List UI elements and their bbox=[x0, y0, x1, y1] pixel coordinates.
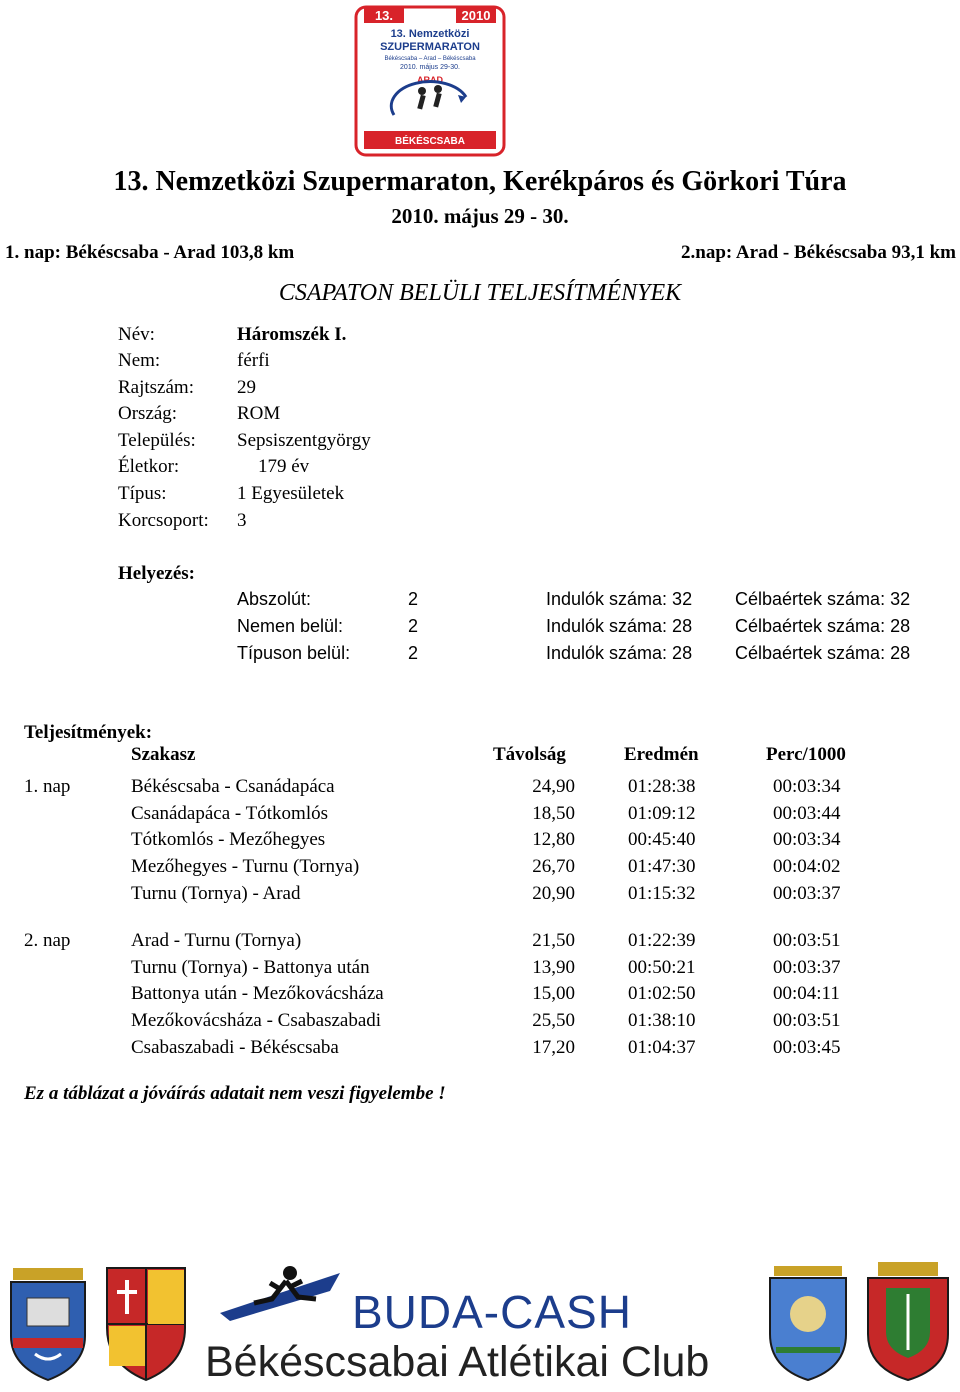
pace-cell: 00:04:11 bbox=[773, 983, 840, 1004]
segment-cell: Turnu (Tornya) - Battonya után bbox=[131, 957, 370, 978]
placement-finishers: Célbaértek száma: 28 bbox=[735, 616, 911, 636]
distance-cell: 21,50 bbox=[532, 930, 575, 951]
placement-rank: 2 bbox=[408, 616, 419, 636]
result-cell: 00:50:21 bbox=[628, 957, 696, 978]
county-crest-icon bbox=[103, 1262, 189, 1384]
placement-finishers: Célbaértek száma: 28 bbox=[735, 643, 911, 663]
distance-cell: 13,90 bbox=[532, 957, 575, 978]
placement-label: Abszolút: bbox=[237, 589, 312, 609]
segment-cell: Mezőkovácsháza - Csabaszabadi bbox=[131, 1010, 382, 1031]
segment-cell: Turnu (Tornya) - Arad bbox=[131, 883, 301, 904]
logo-year: 2010 bbox=[461, 8, 491, 23]
pace-cell: 00:04:02 bbox=[773, 856, 841, 877]
distance-cell: 26,70 bbox=[532, 856, 575, 877]
result-cell: 01:47:30 bbox=[628, 856, 696, 877]
pace-cell: 00:03:51 bbox=[773, 1010, 841, 1031]
pace-cell: 00:03:37 bbox=[773, 883, 841, 904]
page-title: 13. Nemzetközi Szupermaraton, Kerékpáros és Görkori Túra bbox=[113, 166, 847, 197]
result-cell: 01:28:38 bbox=[628, 776, 696, 797]
age-value: 179 év bbox=[258, 456, 310, 477]
placement-label: Típuson belül: bbox=[237, 643, 351, 663]
segment-cell: Csanádapáca - Tótkomlós bbox=[131, 803, 328, 824]
segment-cell: Tótkomlós - Mezőhegyes bbox=[131, 829, 326, 850]
result-cell: 01:09:12 bbox=[628, 803, 696, 824]
country-value: ROM bbox=[237, 403, 281, 424]
event-date: 2010. május 29 - 30. bbox=[391, 204, 569, 228]
segment-cell: Battonya után - Mezőkovácsháza bbox=[131, 983, 384, 1004]
day-cell: 1. nap bbox=[24, 776, 71, 797]
section-title: CSAPATON BELÜLI TELJESÍTMÉNYEK bbox=[278, 280, 682, 306]
placement-starters: Indulók száma: 28 bbox=[546, 643, 693, 663]
name-value: Háromszék I. bbox=[237, 324, 347, 345]
agegroup-value: 3 bbox=[237, 510, 247, 531]
segment-cell: Békéscsaba - Csanádapáca bbox=[131, 776, 335, 797]
pace-cell: 00:03:34 bbox=[773, 776, 841, 797]
event-logo bbox=[354, 5, 506, 157]
pace-cell: 00:03:34 bbox=[773, 829, 841, 850]
result-cell: 00:45:40 bbox=[628, 829, 696, 850]
placement-starters: Indulók száma: 28 bbox=[546, 616, 693, 636]
pace-cell: 00:03:37 bbox=[773, 957, 841, 978]
day2-route: 2.nap: Arad - Békéscsaba 93,1 km bbox=[681, 242, 956, 263]
town-label: Település: bbox=[118, 430, 196, 451]
distance-cell: 15,00 bbox=[532, 983, 575, 1004]
placement-finishers: Célbaértek száma: 32 bbox=[735, 589, 911, 609]
column-header-result: Eredmén bbox=[624, 744, 699, 765]
footnote: Ez a táblázat a jóváírás adatait nem veszi figyelembe ! bbox=[24, 1083, 446, 1104]
distance-cell: 17,20 bbox=[532, 1037, 575, 1058]
result-cell: 01:22:39 bbox=[628, 930, 696, 951]
result-cell: 01:04:37 bbox=[628, 1037, 696, 1058]
sponsor-runner-icon bbox=[220, 1263, 340, 1323]
gender-label: Nem: bbox=[118, 350, 161, 371]
type-label: Típus: bbox=[118, 483, 167, 504]
logo-city-bottom: BÉKÉSCSABA bbox=[394, 136, 466, 147]
country-label: Ország: bbox=[118, 403, 178, 424]
logo-line2: SZUPERMARATON bbox=[380, 41, 480, 53]
segment-cell: Arad - Turnu (Tornya) bbox=[131, 930, 302, 951]
bekes-county-crest-icon bbox=[862, 1258, 954, 1384]
day1-route: 1. nap: Békéscsaba - Arad 103,8 km bbox=[5, 242, 295, 263]
arad-crest-icon bbox=[5, 1258, 91, 1384]
placement-label: Nemen belül: bbox=[237, 616, 344, 636]
distance-cell: 20,90 bbox=[532, 883, 575, 904]
column-header-segment: Szakasz bbox=[131, 744, 196, 765]
age-label: Életkor: bbox=[118, 456, 180, 477]
type-value: 1 Egyesületek bbox=[237, 483, 345, 504]
name-label: Név: bbox=[118, 324, 155, 345]
agegroup-label: Korcsoport: bbox=[118, 510, 209, 531]
distance-cell: 25,50 bbox=[532, 1010, 575, 1031]
logo-city-top: ARAD bbox=[417, 75, 443, 85]
town-value: Sepsiszentgyörgy bbox=[237, 430, 371, 451]
logo-line4: 2010. május 29-30. bbox=[400, 64, 460, 71]
pace-cell: 00:03:45 bbox=[773, 1037, 841, 1058]
column-header-distance: Távolság bbox=[493, 744, 566, 765]
result-cell: 01:15:32 bbox=[628, 883, 696, 904]
day-cell: 2. nap bbox=[24, 930, 71, 951]
distance-cell: 18,50 bbox=[532, 803, 575, 824]
logo-line1: 13. Nemzetközi bbox=[390, 28, 470, 40]
sponsor-brand: BUDA-CASH bbox=[352, 1286, 632, 1338]
logo-edition: 13. bbox=[374, 8, 394, 23]
placement-heading: Helyezés: bbox=[118, 563, 196, 584]
bib-value: 29 bbox=[237, 377, 256, 398]
segment-cell: Csabaszabadi - Békéscsaba bbox=[131, 1037, 339, 1058]
segment-cell: Mezőhegyes - Turnu (Tornya) bbox=[131, 856, 360, 877]
result-cell: 01:38:10 bbox=[628, 1010, 696, 1031]
distance-cell: 24,90 bbox=[532, 776, 575, 797]
bib-label: Rajtszám: bbox=[118, 377, 194, 398]
gender-value: férfi bbox=[237, 350, 270, 371]
performance-heading: Teljesítmények: bbox=[24, 722, 153, 743]
bekescsaba-crest-icon bbox=[764, 1258, 852, 1384]
pace-cell: 00:03:51 bbox=[773, 930, 841, 951]
column-header-pace: Perc/1000 bbox=[766, 744, 846, 765]
sponsor-club: Békéscsabai Atlétikai Club bbox=[205, 1338, 710, 1386]
placement-starters: Indulók száma: 32 bbox=[546, 589, 693, 609]
pace-cell: 00:03:44 bbox=[773, 803, 841, 824]
placement-rank: 2 bbox=[408, 589, 419, 609]
result-cell: 01:02:50 bbox=[628, 983, 696, 1004]
distance-cell: 12,80 bbox=[532, 829, 575, 850]
logo-line3: Békéscsaba – Arad – Békéscsaba bbox=[384, 56, 476, 62]
placement-rank: 2 bbox=[408, 643, 419, 663]
